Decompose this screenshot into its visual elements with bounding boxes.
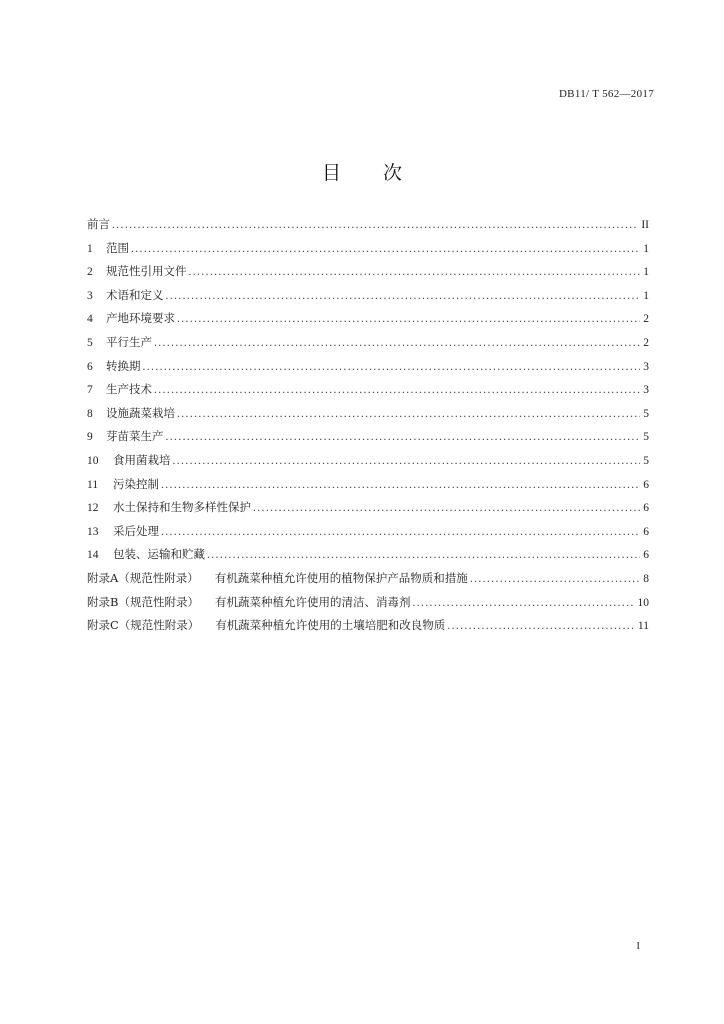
toc-entry-number: 13 [87, 525, 99, 538]
toc-leader-dots [253, 502, 640, 514]
toc-entry-number: 6 [87, 360, 93, 373]
toc-leader-dots [207, 549, 640, 561]
toc-leader-dots [154, 384, 640, 396]
toc-entry-label: 术语和定义 [106, 287, 164, 302]
toc-entry-page: 1 [643, 242, 649, 255]
toc-entry[interactable] [87, 287, 649, 311]
toc-entry-label: 芽苗菜生产 [106, 429, 164, 444]
toc-entry[interactable] [87, 310, 649, 334]
toc-entry-label: 转换期 [106, 358, 141, 373]
toc-entry-page: 1 [643, 266, 649, 279]
toc-entry-number: 12 [87, 502, 99, 515]
toc-entry-label: 采后处理 [113, 523, 159, 538]
toc-appendix-desc: 有机蔬菜种植允许使用的土壤培肥和改良物质 [215, 618, 446, 633]
toc-entry-number: 2 [87, 266, 93, 279]
toc-entry-label: 食用菌栽培 [113, 452, 171, 467]
toc-leader-dots [166, 290, 641, 302]
toc-appendix-label: 附录B（规范性附录） [87, 594, 199, 609]
toc-entry[interactable] [87, 381, 649, 405]
toc-entry-page: 6 [643, 502, 649, 515]
toc-entry-page: 2 [643, 313, 649, 326]
toc-entry-number: 1 [87, 242, 93, 255]
toc-entry-number: 5 [87, 336, 93, 349]
toc-entry-number: 9 [87, 431, 93, 444]
toc-appendix-c[interactable] [87, 617, 649, 641]
toc-appendix-b[interactable] [87, 594, 649, 618]
toc-entry-number: 10 [87, 454, 99, 467]
toc-appendix-a[interactable] [87, 570, 649, 594]
toc-entry-number: 8 [87, 407, 93, 420]
toc-entry-page: 3 [643, 360, 649, 373]
toc-leader-dots [470, 573, 640, 585]
toc-leader-dots [161, 479, 640, 491]
toc-entry-page: 5 [643, 407, 649, 420]
toc-leader-dots [166, 431, 641, 443]
toc-leader-dots [447, 620, 635, 632]
toc-appendix-label: 附录C（规范性附录） [87, 618, 200, 633]
toc-entry-page: 11 [637, 620, 649, 633]
toc-entry-page: 3 [643, 384, 649, 397]
toc-entry-label: 规范性引用文件 [106, 264, 187, 279]
toc-entry-page: 1 [643, 289, 649, 302]
toc-appendix-desc: 有机蔬菜种植允许使用的植物保护产品物质和措施 [214, 570, 468, 585]
toc-entry-foreword[interactable] [87, 216, 649, 240]
toc-entry-number: 14 [87, 549, 99, 562]
toc-entry-label: 污染控制 [113, 476, 159, 491]
toc-entry-label: 水土保持和生物多样性保护 [113, 500, 251, 515]
toc-entry[interactable] [87, 428, 649, 452]
toc-entry-number: 3 [87, 289, 93, 302]
toc-entry[interactable] [87, 263, 649, 287]
toc-leader-dots [177, 408, 640, 420]
toc-entry[interactable] [87, 452, 649, 476]
toc-entry-label: 范围 [106, 240, 129, 255]
toc-entry-page: 6 [643, 549, 649, 562]
toc-entry-page: 8 [643, 572, 649, 585]
toc-leader-dots [131, 243, 640, 255]
toc-entry[interactable] [87, 546, 649, 570]
toc-entry[interactable] [87, 358, 649, 382]
toc-leader-dots [112, 219, 638, 231]
page-number: I [636, 940, 640, 952]
toc-entry-number: 4 [87, 313, 93, 326]
toc-entry-number: 11 [87, 478, 99, 491]
toc-entry-page: 5 [643, 431, 649, 444]
toc-entry-page: II [641, 219, 649, 231]
toc-entry-number: 7 [87, 384, 93, 397]
toc-entry-page: 6 [643, 478, 649, 491]
toc-entry-label: 前言 [87, 217, 110, 231]
toc-leader-dots [161, 526, 640, 538]
standard-code: DB11/ T 562—2017 [558, 88, 654, 100]
toc-appendix-label: 附录A（规范性附录） [87, 570, 199, 585]
toc-entry-label: 设施蔬菜栽培 [106, 405, 175, 420]
toc-leader-dots [143, 361, 641, 373]
toc-entry-page: 2 [643, 336, 649, 349]
page-title: 目 次 [321, 162, 421, 184]
toc-entry[interactable] [87, 405, 649, 429]
toc-entry-label: 产地环境要求 [106, 311, 175, 326]
toc-entry[interactable] [87, 499, 649, 523]
table-of-contents [87, 216, 649, 641]
toc-leader-dots [177, 313, 640, 325]
toc-entry-label: 包装、运输和贮藏 [113, 547, 205, 562]
toc-entry-label: 平行生产 [106, 334, 152, 349]
toc-leader-dots [412, 597, 634, 609]
toc-leader-dots [173, 455, 641, 467]
toc-entry[interactable] [87, 334, 649, 358]
toc-entry[interactable] [87, 476, 649, 500]
toc-entry-label: 生产技术 [106, 382, 152, 397]
toc-entry[interactable] [87, 523, 649, 547]
toc-leader-dots [189, 266, 641, 278]
toc-entry-page: 5 [643, 454, 649, 467]
toc-entry-page: 6 [643, 525, 649, 538]
toc-leader-dots [154, 337, 640, 349]
toc-entry[interactable] [87, 240, 649, 264]
toc-appendix-desc: 有机蔬菜种植允许使用的清洁、消毒剂 [214, 594, 411, 609]
toc-entry-page: 10 [637, 596, 649, 609]
